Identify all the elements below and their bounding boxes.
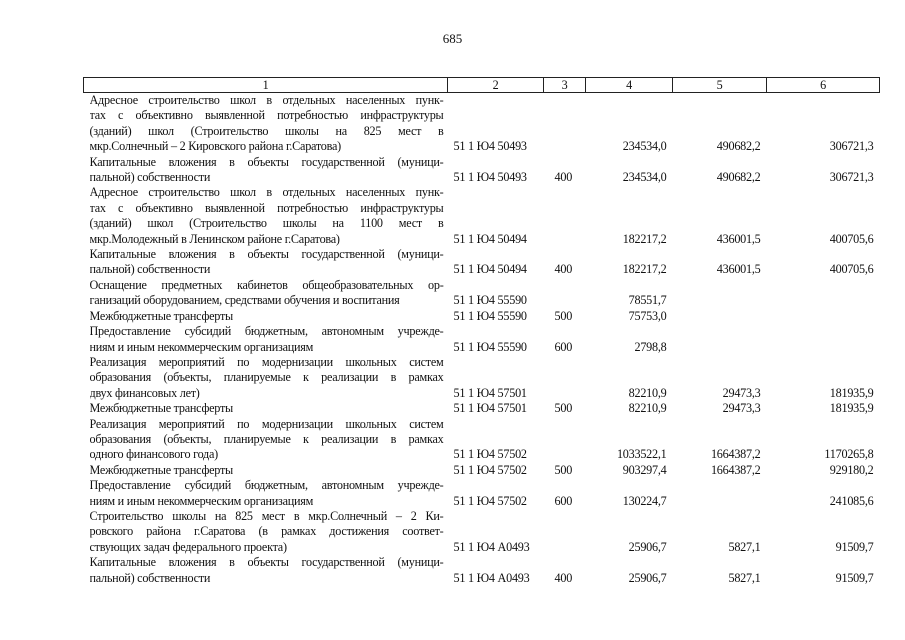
row-description — [84, 309, 448, 324]
expense-type: 600 — [554, 339, 573, 354]
description-line: (зданий) школ (Строительство школы на 825 мест в — [89, 123, 444, 138]
value-col6: 400705,6 — [829, 231, 874, 246]
value-col4: 2798,8 — [634, 339, 667, 354]
value-col5: 490682,2 — [716, 170, 761, 185]
value-col5: 436001,5 — [716, 231, 761, 246]
expense-type: 600 — [554, 493, 573, 508]
table-row — [84, 401, 880, 416]
value-col4: 75753,0 — [628, 308, 667, 323]
row-description — [84, 509, 448, 555]
description-line: Реализация мероприятий по модернизации школьных систем — [89, 416, 444, 431]
budget-code: 51 1 Ю4 57502 — [453, 462, 527, 477]
value-col5: 29473,3 — [722, 385, 761, 400]
value-col5: 436001,5 — [716, 262, 761, 277]
expense-type: 400 — [554, 170, 573, 185]
row-description — [84, 555, 448, 586]
value-col6: 929180,2 — [829, 462, 874, 477]
page-number: 685 — [442, 31, 463, 46]
value-col4: 1033522,1 — [616, 447, 667, 462]
row-description — [84, 93, 448, 155]
row-description — [84, 185, 448, 247]
table-row — [84, 155, 880, 186]
value-col6: 241085,6 — [829, 493, 874, 508]
description-line: пальной) собственности — [89, 262, 211, 277]
row-description — [84, 463, 448, 478]
description-line: Межбюджетные трансферты — [89, 308, 233, 323]
table-row — [84, 309, 880, 324]
table-row — [84, 247, 880, 278]
budget-code: 51 1 Ю4 55590 — [453, 308, 527, 323]
value-col4: 25906,7 — [628, 570, 667, 585]
value-col5: 1664387,2 — [710, 447, 761, 462]
value-col4: 25906,7 — [628, 539, 667, 554]
description-line: Предоставление субсидий бюджетным, автономным учрежде- — [89, 324, 444, 339]
table-row — [84, 93, 880, 155]
description-line: Оснащение предметных кабинетов общеобразовательных ор- — [89, 277, 444, 292]
description-line: Адресное строительство школ в отдельных населенных пунк- — [89, 185, 444, 200]
value-col4: 82210,9 — [628, 401, 667, 416]
value-col4: 182217,2 — [622, 262, 667, 277]
description-line: ниям и иным некоммерческим организациям — [89, 339, 314, 354]
value-col5: 490682,2 — [716, 139, 761, 154]
value-col6: 306721,3 — [829, 170, 874, 185]
value-col4: 903297,4 — [622, 462, 667, 477]
header-row — [84, 78, 880, 93]
budget-code: 51 1 Ю4 57502 — [453, 493, 527, 508]
budget-code: 51 1 Ю4 57502 — [453, 447, 527, 462]
expense-type — [544, 278, 586, 309]
value-col5: 1664387,2 — [710, 462, 761, 477]
table-row — [84, 509, 880, 555]
value-col6 — [767, 309, 880, 324]
value-col4: 234534,0 — [622, 170, 667, 185]
value-col4: 130224,7 — [622, 493, 667, 508]
value-col6: 181935,9 — [829, 385, 874, 400]
budget-code: 51 1 Ю4 57501 — [453, 385, 527, 400]
value-col4: 78551,7 — [628, 293, 667, 308]
expense-type — [544, 417, 586, 463]
row-description — [84, 355, 448, 401]
expense-type — [544, 185, 586, 247]
budget-code: 51 1 Ю4 50494 — [453, 231, 527, 246]
expense-type: 500 — [554, 308, 573, 323]
table-row — [84, 555, 880, 586]
value-col6: 400705,6 — [829, 262, 874, 277]
budget-code: 51 1 Ю4 57501 — [453, 401, 527, 416]
row-description — [84, 478, 448, 509]
header-cell: 5 — [673, 78, 767, 93]
expense-type — [544, 355, 586, 401]
description-line: Капитальные вложения в объекты государственной (муници- — [89, 555, 444, 570]
expense-type: 500 — [554, 401, 573, 416]
description-line: пальной) собственности — [89, 570, 211, 585]
budget-code: 51 1 Ю4 А0493 — [453, 570, 530, 585]
value-col6: 91509,7 — [835, 570, 874, 585]
value-col4: 182217,2 — [622, 231, 667, 246]
description-line: ствующих задач федерального проекта) — [89, 539, 287, 554]
header-cell: 2 — [448, 78, 544, 93]
description-line: (зданий) школ (Строительство школы на 1100 мест в — [89, 216, 444, 231]
value-col5 — [673, 309, 767, 324]
description-line: пальной) собственности — [89, 170, 211, 185]
table-row — [84, 417, 880, 463]
row-description — [84, 324, 448, 355]
budget-code: 51 1 Ю4 55590 — [453, 339, 527, 354]
description-line: одного финансового года) — [89, 447, 218, 462]
description-line: ганизаций оборудованием, средствами обучения и воспитания — [89, 293, 400, 308]
description-line: Капитальные вложения в объекты государственной (муници- — [89, 247, 444, 262]
description-line: Строительство школы на 825 мест в мкр.Солнечный – 2 Ки- — [89, 508, 444, 523]
expense-type: 400 — [554, 262, 573, 277]
description-line: ровского района г.Саратова (в рамках достижения соответ- — [89, 524, 444, 539]
value-col6: 91509,7 — [835, 539, 874, 554]
description-line: мкр.Молодежный в Ленинском районе г.Саратова) — [89, 231, 340, 246]
value-col6 — [767, 278, 880, 309]
value-col4: 82210,9 — [628, 385, 667, 400]
budget-code: 51 1 Ю4 50494 — [453, 262, 527, 277]
row-description — [84, 401, 448, 416]
description-line: Межбюджетные трансферты — [89, 401, 233, 416]
description-line: Реализация мероприятий по модернизации школьных систем — [89, 354, 444, 369]
header-cell: 1 — [84, 78, 448, 93]
budget-table — [83, 77, 880, 586]
value-col5 — [673, 478, 767, 509]
expense-type — [544, 509, 586, 555]
header-cell: 3 — [544, 78, 586, 93]
table-row — [84, 278, 880, 309]
value-col5 — [673, 278, 767, 309]
description-line: мкр.Солнечный – 2 Кировского района г.Саратова) — [89, 139, 341, 154]
description-line: тах с объективно выявленной потребностью инфраструктуры — [89, 108, 444, 123]
row-description — [84, 417, 448, 463]
budget-code: 51 1 Ю4 50493 — [453, 170, 527, 185]
table-row — [84, 324, 880, 355]
description-line: Предоставление субсидий бюджетным, автономным учрежде- — [89, 478, 444, 493]
value-col6: 1170265,8 — [824, 447, 874, 462]
description-line: образования (объекты, планируемые к реализации в рамках — [89, 431, 444, 446]
table-row — [84, 185, 880, 247]
row-description — [84, 278, 448, 309]
table-row — [84, 478, 880, 509]
value-col4: 234534,0 — [622, 139, 667, 154]
value-col6: 306721,3 — [829, 139, 874, 154]
value-col6 — [767, 324, 880, 355]
value-col5 — [673, 324, 767, 355]
description-line: Межбюджетные трансферты — [89, 462, 233, 477]
expense-type: 400 — [554, 570, 573, 585]
row-description — [84, 155, 448, 186]
description-line: Капитальные вложения в объекты государственной (муници- — [89, 154, 444, 169]
table-row — [84, 463, 880, 478]
budget-code: 51 1 Ю4 55590 — [453, 293, 527, 308]
header-cell: 6 — [767, 78, 880, 93]
description-line: ниям и иным некоммерческим организациям — [89, 493, 314, 508]
description-line: Адресное строительство школ в отдельных населенных пунк- — [89, 93, 444, 107]
value-col5: 29473,3 — [722, 401, 761, 416]
expense-type: 500 — [554, 462, 573, 477]
budget-code: 51 1 Ю4 А0493 — [453, 539, 530, 554]
value-col5: 5827,1 — [728, 570, 761, 585]
budget-code: 51 1 Ю4 50493 — [453, 139, 527, 154]
expense-type — [544, 93, 586, 155]
row-description — [84, 247, 448, 278]
table-row — [84, 355, 880, 401]
description-line: образования (объекты, планируемые к реализации в рамках — [89, 370, 444, 385]
description-line: двух финансовых лет) — [89, 385, 200, 400]
value-col5: 5827,1 — [728, 539, 761, 554]
description-line: тах с объективно выявленной потребностью инфраструктуры — [89, 200, 444, 215]
header-cell: 4 — [586, 78, 673, 93]
value-col6: 181935,9 — [829, 401, 874, 416]
